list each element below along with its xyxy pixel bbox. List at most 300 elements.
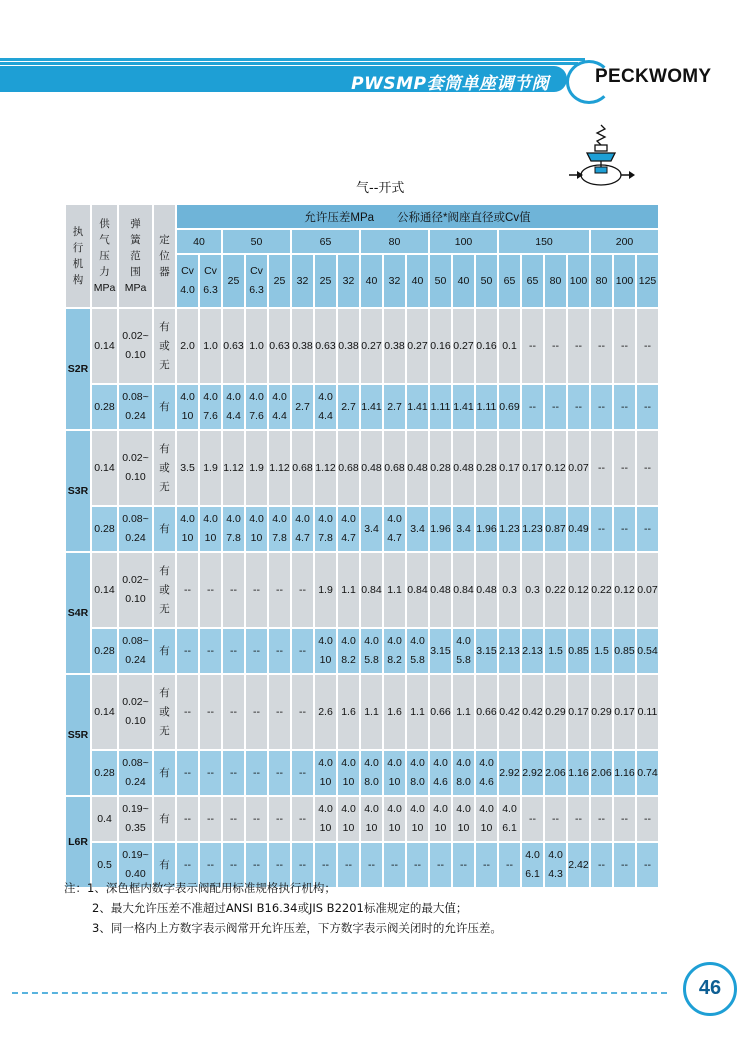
- pressure-value: --: [545, 385, 566, 429]
- pressure-value: --: [177, 843, 198, 887]
- header-char: 位: [159, 250, 170, 262]
- pressure-value: --: [177, 553, 198, 627]
- pressure-value: [407, 797, 428, 841]
- footer-dashed-line: [12, 992, 667, 994]
- value-closed: 5.8: [364, 654, 379, 666]
- value-open: 4.0: [410, 757, 425, 769]
- pressure-value: 0.68: [338, 431, 359, 505]
- pressure-value: --: [453, 843, 474, 887]
- spring-range-part: 0.35: [125, 822, 146, 834]
- value-open: 4.0: [341, 803, 356, 815]
- pressure-value: --: [177, 675, 198, 749]
- pressure-value: --: [591, 431, 612, 505]
- table-row: [66, 431, 658, 505]
- seat-header: 100: [614, 255, 635, 307]
- spring-range: [119, 797, 152, 841]
- seat-header: 25: [315, 255, 336, 307]
- pressure-value: [223, 385, 244, 429]
- positioner: [154, 629, 175, 673]
- table-row: [66, 797, 658, 841]
- value-open: 4.0: [180, 391, 195, 403]
- value-open: 4.0: [433, 757, 448, 769]
- value-open: Cv: [204, 265, 217, 277]
- value-closed: 4.7: [387, 532, 402, 544]
- pressure-value: --: [591, 309, 612, 383]
- pressure-value: [453, 797, 474, 841]
- header-char: 簧: [130, 234, 141, 246]
- spring-range-part: 0.02~: [122, 696, 149, 708]
- pressure-value: --: [223, 751, 244, 795]
- pressure-value: --: [361, 843, 382, 887]
- pressure-value: --: [223, 675, 244, 749]
- pressure-value: 0.12: [568, 553, 589, 627]
- positioner-char: 有: [159, 644, 170, 657]
- pressure-value: --: [637, 797, 658, 841]
- positioner-char: 有: [159, 812, 170, 825]
- pressure-value: [315, 385, 336, 429]
- pressure-value: --: [591, 507, 612, 551]
- value-open: 4.0: [387, 635, 402, 647]
- pressure-value: --: [269, 751, 290, 795]
- pressure-value: 0.85: [614, 629, 635, 673]
- dn-group-header: 150: [499, 230, 589, 253]
- pressure-value: 3.15: [430, 629, 451, 673]
- pressure-value: --: [269, 843, 290, 887]
- supply-pressure: 0.14: [92, 675, 117, 749]
- seat-header: 50: [476, 255, 497, 307]
- value-open: 4.0: [295, 513, 310, 525]
- pressure-value: 0.17: [522, 431, 543, 505]
- spring-range: [119, 385, 152, 429]
- header-char: 压: [99, 250, 110, 262]
- pressure-value: 0.85: [568, 629, 589, 673]
- pressure-value: --: [269, 629, 290, 673]
- seat-header: 80: [545, 255, 566, 307]
- pressure-value: 2.7: [292, 385, 313, 429]
- pressure-value: 1.1: [407, 675, 428, 749]
- pressure-value: 0.49: [568, 507, 589, 551]
- pressure-value: 0.48: [407, 431, 428, 505]
- seat-header: [177, 255, 198, 307]
- pressure-value: --: [269, 797, 290, 841]
- pressure-value: --: [269, 675, 290, 749]
- dn-group-header: 80: [361, 230, 428, 253]
- seat-header: [200, 255, 221, 307]
- pressure-value: --: [246, 629, 267, 673]
- pressure-value: 1.41: [361, 385, 382, 429]
- pressure-value: 0.07: [568, 431, 589, 505]
- value-closed: 8.2: [387, 654, 402, 666]
- value-closed: 4.7: [295, 532, 310, 544]
- header-char: MPa: [93, 282, 116, 294]
- pressure-value: 0.38: [292, 309, 313, 383]
- pressure-value: 2.92: [522, 751, 543, 795]
- value-closed: 10: [434, 822, 447, 834]
- pressure-value: 0.69: [499, 385, 520, 429]
- pressure-value: --: [246, 553, 267, 627]
- value-open: 4.0: [502, 803, 517, 815]
- note-1: 注：1、深色框内数字表示阀配用标准规格执行机构；: [64, 881, 336, 895]
- positioner-char: 无: [159, 480, 170, 493]
- pressure-value: 0.1: [499, 309, 520, 383]
- pressure-value: --: [522, 385, 543, 429]
- pressure-value: [269, 507, 290, 551]
- pressure-value: 0.07: [637, 553, 658, 627]
- col-positioner-header: [154, 205, 175, 307]
- pressure-value: --: [545, 309, 566, 383]
- value-open: Cv: [250, 265, 263, 277]
- header-char: 供: [99, 218, 110, 230]
- value-open: 4.0: [548, 849, 563, 861]
- pressure-value: 0.22: [545, 553, 566, 627]
- pressure-value: 0.12: [545, 431, 566, 505]
- value-closed: 10: [204, 532, 217, 544]
- pressure-value: [292, 507, 313, 551]
- value-closed: 10: [319, 776, 332, 788]
- supply-pressure: 0.5: [92, 843, 117, 887]
- spring-range: [119, 507, 152, 551]
- spring-range-part: 0.24: [125, 776, 146, 788]
- pressure-value: [269, 385, 290, 429]
- pressure-value: [384, 507, 405, 551]
- pressure-value: --: [614, 431, 635, 505]
- pressure-value: --: [269, 553, 290, 627]
- actuator-model: L6R: [66, 797, 90, 887]
- pressure-value: [315, 751, 336, 795]
- value-closed: 4.6: [479, 776, 494, 788]
- value-open: 4.0: [226, 513, 241, 525]
- pressure-value: 1.96: [430, 507, 451, 551]
- positioner: [154, 385, 175, 429]
- pressure-value: [545, 843, 566, 887]
- value-closed: 5.8: [456, 654, 471, 666]
- pressure-value: 1.1: [361, 675, 382, 749]
- pressure-value: 0.16: [430, 309, 451, 383]
- value-closed: 5.8: [410, 654, 425, 666]
- pressure-value: [338, 507, 359, 551]
- pressure-value: 2.0: [177, 309, 198, 383]
- value-closed: 10: [457, 822, 470, 834]
- dn-group-header: 50: [223, 230, 290, 253]
- pressure-value: 1.1: [384, 553, 405, 627]
- pressure-value: 1.23: [499, 507, 520, 551]
- actuator-model: S2R: [66, 309, 90, 429]
- pressure-value: 1.11: [430, 385, 451, 429]
- positioner: [154, 309, 175, 383]
- positioner-char: 或: [159, 461, 170, 474]
- mode-label: 气--开式: [356, 181, 405, 196]
- positioner: [154, 431, 175, 505]
- positioner-char: 有: [159, 400, 170, 413]
- value-closed: 10: [181, 532, 194, 544]
- seat-header: 100: [568, 255, 589, 307]
- pressure-value: 0.63: [223, 309, 244, 383]
- value-closed: 10: [411, 822, 424, 834]
- value-open: 4.0: [318, 513, 333, 525]
- value-open: 4.0: [180, 513, 195, 525]
- pressure-value: [177, 385, 198, 429]
- pressure-value: 1.1: [453, 675, 474, 749]
- pressure-value: [361, 629, 382, 673]
- spring-range: [119, 629, 152, 673]
- value-open: 4.0: [341, 513, 356, 525]
- pressure-value: 0.48: [430, 553, 451, 627]
- value-open: 4.0: [387, 803, 402, 815]
- table-row: [66, 507, 658, 551]
- pressure-value: --: [223, 797, 244, 841]
- value-open: 4.0: [410, 635, 425, 647]
- pressure-value: 1.1: [338, 553, 359, 627]
- pressure-value: 1.0: [200, 309, 221, 383]
- value-open: 4.0: [249, 391, 264, 403]
- pressure-value: 0.84: [407, 553, 428, 627]
- pressure-value: 3.5: [177, 431, 198, 505]
- positioner: [154, 797, 175, 841]
- pressure-value: [246, 507, 267, 551]
- pressure-value: --: [246, 843, 267, 887]
- pressure-value: --: [522, 797, 543, 841]
- pressure-value: 0.54: [637, 629, 658, 673]
- seat-header: 50: [430, 255, 451, 307]
- pressure-value: --: [246, 797, 267, 841]
- pressure-value: 0.68: [292, 431, 313, 505]
- pressure-value: --: [223, 553, 244, 627]
- seat-header: 32: [338, 255, 359, 307]
- value-open: Cv: [181, 265, 194, 277]
- pressure-value: --: [223, 629, 244, 673]
- seat-header: 40: [453, 255, 474, 307]
- value-open: 4.0: [410, 803, 425, 815]
- pressure-value: 0.74: [637, 751, 658, 795]
- pressure-value: --: [292, 629, 313, 673]
- actuator-model: S3R: [66, 431, 90, 551]
- header-char: 弹: [130, 218, 141, 230]
- value-closed: 4.0: [180, 284, 195, 296]
- value-open: 4.0: [479, 757, 494, 769]
- pressure-value: [453, 751, 474, 795]
- value-closed: 7.8: [318, 532, 333, 544]
- value-closed: 10: [365, 822, 378, 834]
- seat-header: 125: [637, 255, 658, 307]
- spring-range-part: 0.10: [125, 715, 146, 727]
- pressure-value: 2.06: [545, 751, 566, 795]
- pressure-value: 1.96: [476, 507, 497, 551]
- spring-range-part: 0.24: [125, 532, 146, 544]
- pressure-value: 0.66: [430, 675, 451, 749]
- pressure-value: [223, 507, 244, 551]
- seat-header: 32: [292, 255, 313, 307]
- pressure-value: --: [545, 797, 566, 841]
- header-row-1: [66, 205, 658, 228]
- pressure-value: --: [499, 843, 520, 887]
- pressure-value: 0.84: [453, 553, 474, 627]
- spring-range-part: 0.02~: [122, 574, 149, 586]
- pressure-value: --: [223, 843, 244, 887]
- supply-pressure: 0.28: [92, 629, 117, 673]
- notes: [64, 878, 502, 938]
- pressure-value: [384, 629, 405, 673]
- table-row: [66, 675, 658, 749]
- brand-logo: PECKWOMY: [595, 66, 712, 87]
- positioner-char: 无: [159, 358, 170, 371]
- value-open: 4.0: [318, 635, 333, 647]
- spring-range-part: 0.08~: [122, 513, 149, 525]
- actuator-model: S4R: [66, 553, 90, 673]
- pressure-value: 0.66: [476, 675, 497, 749]
- value-closed: 6.3: [249, 284, 264, 296]
- value-open: 4.0: [341, 635, 356, 647]
- pressure-value: 1.6: [338, 675, 359, 749]
- spring-range-part: 0.10: [125, 349, 146, 361]
- pressure-value: 1.6: [384, 675, 405, 749]
- value-closed: 6.1: [525, 868, 540, 880]
- value-closed: 7.8: [272, 532, 287, 544]
- pressure-value: [407, 629, 428, 673]
- spring-range: [119, 675, 152, 749]
- pressure-value: --: [177, 751, 198, 795]
- positioner-header-text: [154, 232, 175, 280]
- pressure-value: --: [200, 797, 221, 841]
- header-char: 力: [99, 266, 110, 278]
- value-open: 4.0: [387, 757, 402, 769]
- positioner-char: 有: [159, 320, 170, 333]
- pressure-value: [338, 797, 359, 841]
- pressure-value: 1.5: [591, 629, 612, 673]
- pressure-value: [177, 507, 198, 551]
- seat-header: [246, 255, 267, 307]
- pressure-value: 1.12: [269, 431, 290, 505]
- header-rule-top: [0, 58, 585, 61]
- pressure-value: 3.15: [476, 629, 497, 673]
- value-closed: 10: [388, 776, 401, 788]
- positioner-char: 有: [159, 442, 170, 455]
- value-open: 4.0: [203, 391, 218, 403]
- pressure-value: 2.42: [568, 843, 589, 887]
- positioner-char: 有: [159, 766, 170, 779]
- value-open: 4.0: [341, 757, 356, 769]
- value-open: 4.0: [249, 513, 264, 525]
- seat-header: 25: [269, 255, 290, 307]
- value-open: 4.0: [318, 803, 333, 815]
- spring-range: [119, 553, 152, 627]
- value-closed: 4.3: [548, 868, 563, 880]
- seat-header: 40: [361, 255, 382, 307]
- value-open: 4.0: [387, 513, 402, 525]
- value-closed: 10: [250, 532, 263, 544]
- table-row: [66, 553, 658, 627]
- value-open: 4.0: [479, 803, 494, 815]
- pressure-value: 0.3: [522, 553, 543, 627]
- pressure-value: 0.17: [568, 675, 589, 749]
- pressure-value: [200, 507, 221, 551]
- pressure-value: 1.41: [407, 385, 428, 429]
- pressure-value: 1.9: [200, 431, 221, 505]
- supply-pressure: 0.4: [92, 797, 117, 841]
- pressure-value: --: [338, 843, 359, 887]
- pressure-value: 0.87: [545, 507, 566, 551]
- pressure-value: [476, 751, 497, 795]
- pressure-value: 0.38: [384, 309, 405, 383]
- pressure-value: --: [637, 507, 658, 551]
- header-char: 范: [130, 250, 141, 262]
- pressure-value: 1.23: [522, 507, 543, 551]
- positioner-char: 或: [159, 705, 170, 718]
- value-closed: 7.8: [226, 532, 241, 544]
- pressure-value: --: [177, 629, 198, 673]
- table-row: [66, 385, 658, 429]
- pressure-value: --: [476, 843, 497, 887]
- value-open: 4.0: [272, 391, 287, 403]
- positioner-char: 或: [159, 583, 170, 596]
- value-closed: 6.1: [502, 822, 517, 834]
- value-open: 4.0: [226, 391, 241, 403]
- dn-group-header: 65: [292, 230, 359, 253]
- pressure-value: 0.29: [591, 675, 612, 749]
- pressure-value: --: [200, 629, 221, 673]
- spring-range-part: 0.02~: [122, 452, 149, 464]
- pressure-value: 1.16: [568, 751, 589, 795]
- pressure-value: 0.68: [384, 431, 405, 505]
- value-closed: 4.4: [226, 410, 241, 422]
- seat-header: 40: [407, 255, 428, 307]
- spring-range: [119, 309, 152, 383]
- pressure-value: [315, 797, 336, 841]
- value-closed: 10: [319, 822, 332, 834]
- pressure-value: 1.0: [246, 309, 267, 383]
- pressure-value: [476, 797, 497, 841]
- pressure-value: 0.17: [614, 675, 635, 749]
- supply-pressure: 0.14: [92, 431, 117, 505]
- pressure-value: 2.06: [591, 751, 612, 795]
- value-closed: 8.0: [456, 776, 471, 788]
- value-closed: 10: [342, 822, 355, 834]
- pressure-value: --: [200, 675, 221, 749]
- pressure-value: --: [637, 843, 658, 887]
- pressure-value: --: [292, 675, 313, 749]
- dn-group-header: 200: [591, 230, 658, 253]
- value-open: 4.0: [203, 513, 218, 525]
- pressure-value: 0.48: [476, 553, 497, 627]
- value-closed: 10: [480, 822, 493, 834]
- pressure-value: [246, 385, 267, 429]
- spring-range-part: 0.19~: [122, 849, 149, 861]
- pressure-value: [430, 797, 451, 841]
- value-open: 4.0: [364, 757, 379, 769]
- pressure-value: 3.4: [407, 507, 428, 551]
- positioner-char: 无: [159, 602, 170, 615]
- pressure-value: --: [637, 385, 658, 429]
- pressure-value: --: [568, 797, 589, 841]
- note-2: 2、最大允许压差不准超过ANSI B16.34或JIS B2201标准规定的最大值；: [92, 901, 468, 915]
- pressure-value: 2.7: [384, 385, 405, 429]
- pressure-value: 2.13: [499, 629, 520, 673]
- positioner-char: 或: [159, 339, 170, 352]
- page-title: PWSMP套筒单座调节阀: [351, 74, 549, 94]
- header-char: 器: [159, 266, 170, 278]
- seat-header: 65: [499, 255, 520, 307]
- pressure-value: [522, 843, 543, 887]
- value-closed: 4.4: [272, 410, 287, 422]
- pressure-value: 3.4: [453, 507, 474, 551]
- page-number: 46: [698, 977, 722, 999]
- pressure-value: 0.42: [499, 675, 520, 749]
- positioner-char: 有: [159, 686, 170, 699]
- pressure-value: [338, 629, 359, 673]
- pressure-value: [499, 797, 520, 841]
- pressure-value: 0.48: [361, 431, 382, 505]
- pressure-value: 0.16: [476, 309, 497, 383]
- dn-group-header: 100: [430, 230, 497, 253]
